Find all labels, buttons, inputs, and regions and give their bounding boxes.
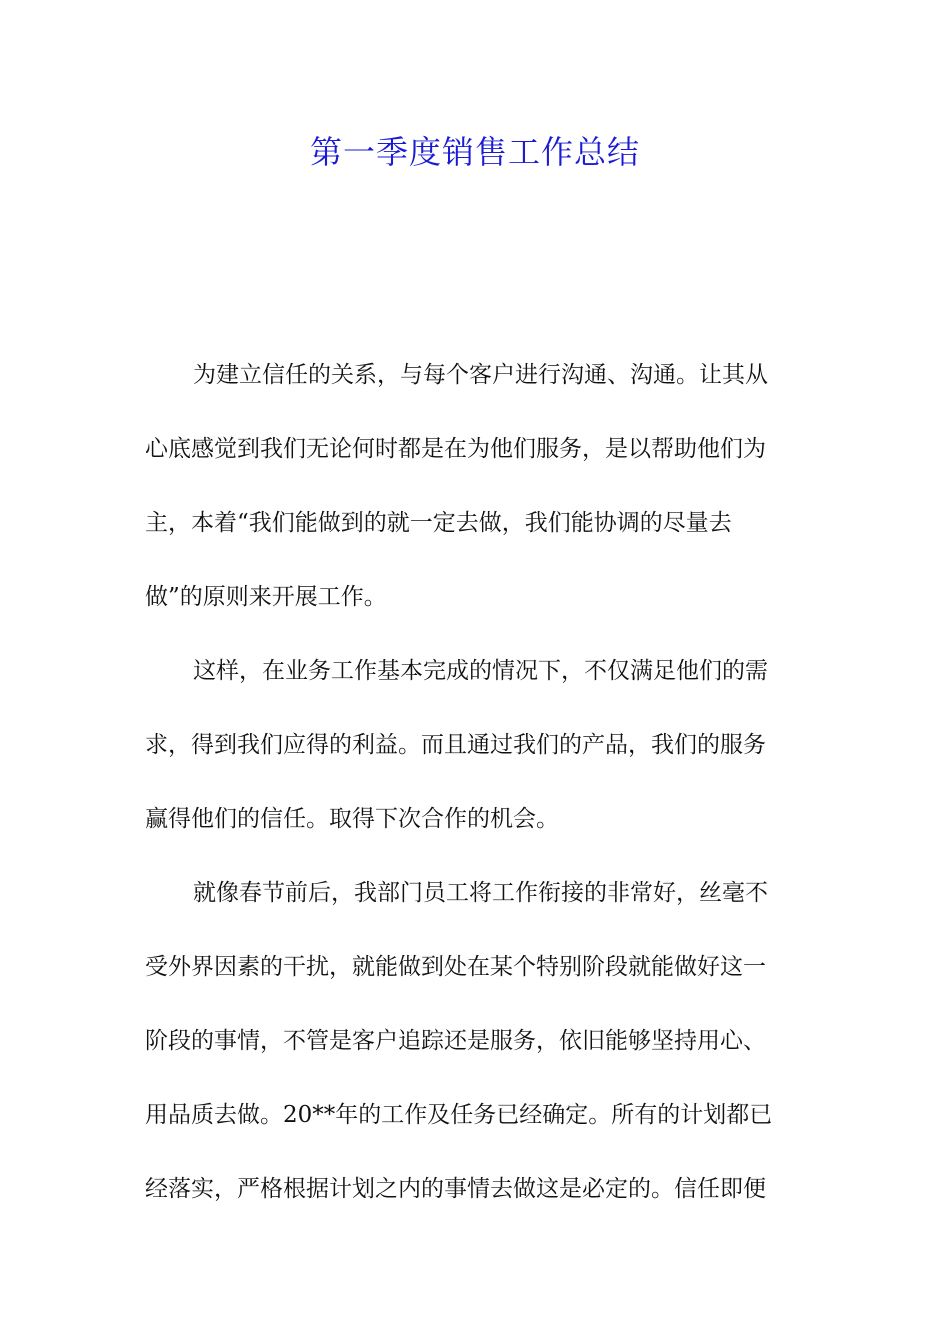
document-title: 第一季度销售工作总结	[309, 133, 640, 171]
text-line: 主，本着“我们能做到的就一定去做，我们能协调的尽量去	[145, 510, 732, 536]
text-line: 这样，在业务工作基本完成的情况下，不仅满足他们的需	[193, 658, 768, 684]
text-line: 求，得到我们应得的利益。而且通过我们的产品，我们的服务	[145, 732, 766, 758]
document-body	[145, 338, 807, 1226]
text-line: 赢得他们的信任。取得下次合作的机会。	[145, 806, 559, 832]
text-line: 受外界因素的干扰，就能做到处在某个特别阶段就能做好这一	[145, 954, 766, 980]
text-line: 心底感觉到我们无论何时都是在为他们服务，是以帮助他们为	[145, 436, 766, 462]
text-line: 经落实，严格根据计划之内的事情去做这是必定的。信任即便	[145, 1176, 766, 1202]
text-line: 用品质去做。20**年的工作及任务已经确定。所有的计划都已	[145, 1102, 773, 1128]
text-line: 为建立信任的关系，与每个客户进行沟通、沟通。让其从	[193, 362, 768, 388]
paragraph-1	[145, 338, 807, 634]
paragraph-3	[145, 856, 807, 1226]
text-line: 就像春节前后，我部门员工将工作衔接的非常好，丝毫不	[193, 880, 768, 906]
text-line: 阶段的事情，不管是客户追踪还是服务，依旧能够坚持用心、	[145, 1028, 766, 1054]
paragraph-2	[145, 634, 807, 856]
text-line: 做”的原则来开展工作。	[145, 584, 387, 610]
